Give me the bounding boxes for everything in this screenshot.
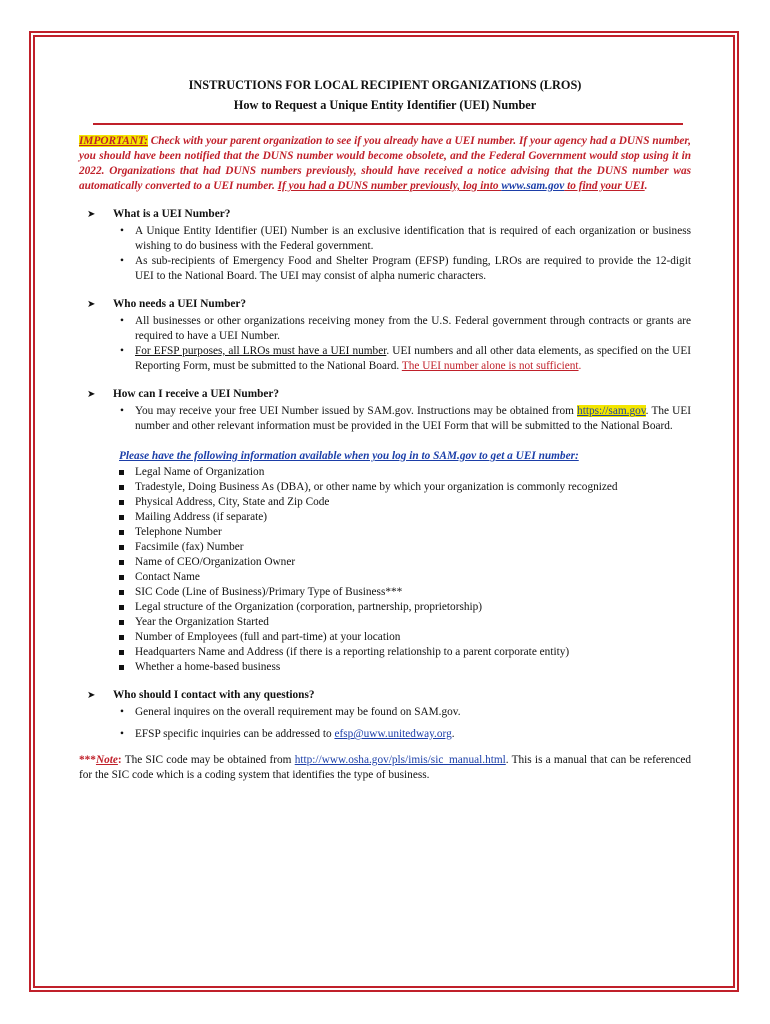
list-item: • A Unique Entity Identifier (UEI) Number is an exclusive identification that is required of each organization or business wishing to do business with the Federal government.	[135, 224, 691, 254]
section-how	[79, 387, 691, 675]
sic-manual-link[interactable]: http://www.osha.gov/pls/imis/sic_manual.html	[294, 754, 506, 766]
please-have-heading: Please have the following information available when you log in to SAM.gov to get a UEI number:	[119, 450, 579, 462]
list-item-end: .	[578, 360, 582, 372]
requirement-item: Whether a home-based business	[135, 660, 691, 675]
section-heading-text: What is a UEI Number?	[113, 208, 231, 220]
requirement-item: Legal structure of the Organization (corporation, partnership, proprietorship)	[135, 600, 691, 615]
note-end: . This is a manual that can be referenced for the SIC code which is a coding system that identifies the type of business.	[79, 754, 691, 781]
list-item: • General inquires on the overall requirement may be found on SAM.gov.	[135, 705, 691, 720]
requirement-item: Mailing Address (if separate)	[135, 510, 691, 525]
warning-text: The UEI number alone is not sufficient	[401, 360, 579, 372]
requirement-item: Headquarters Name and Address (if there is a reporting relationship to a parent corporate entity)	[135, 645, 691, 660]
list-item: • All businesses or other organizations receiving money from the U.S. Federal government through contracts or grants are required to have a UEI Number.	[135, 314, 691, 344]
arrow-bullet-icon: ➤	[87, 209, 96, 220]
list-item-text: . UEI numbers and all other data elements, as specified on the UEI Reporting Form, must be submitted to the National Board.	[135, 345, 691, 372]
note-stars: ***	[79, 754, 96, 766]
note-text: The SIC code may be obtained from	[121, 754, 295, 766]
requirements-list	[79, 465, 691, 675]
important-text: Check with your parent organization to see if you already have a UEI number. If your agency had a DUNS number, you should have been notified that the DUNS number would become obsolete, and the Federal Government would stop using it in 2022. Organizations that had DUNS numbers previously, should have received a notice advising that the DUNS number was automatically converted to a UEI number.	[79, 135, 691, 192]
efsp-requirement-text: For EFSP purposes, all LROs must have a UEI number	[135, 345, 387, 357]
bullet-list	[79, 404, 691, 434]
list-item-end: .	[451, 728, 455, 740]
list-item	[135, 404, 691, 434]
sam-gov-link[interactable]: www.sam.gov	[501, 180, 565, 192]
section-heading	[79, 297, 691, 312]
important-label: IMPORTANT:	[79, 135, 148, 147]
document-subtitle: How to Request a Unique Entity Identifier (UEI) Number	[233, 98, 537, 112]
section-heading-text: Who should I contact with any questions?	[113, 689, 315, 701]
section-contact	[79, 688, 691, 742]
requirement-item: Contact Name	[135, 570, 691, 585]
requirement-item: Number of Employees (full and part-time) at your location	[135, 630, 691, 645]
requirement-item: Legal Name of Organization	[135, 465, 691, 480]
important-end: .	[644, 180, 648, 192]
sam-gov-link-https[interactable]: https://sam.gov	[577, 405, 646, 417]
document-title: INSTRUCTIONS FOR LOCAL RECIPIENT ORGANIZATIONS (LROS)	[188, 78, 582, 92]
important-underlined-end: to find your UEI	[564, 180, 645, 192]
list-item	[135, 344, 691, 374]
arrow-bullet-icon: ➤	[87, 690, 96, 701]
arrow-bullet-icon: ➤	[87, 299, 96, 310]
requirement-item: Facsimile (fax) Number	[135, 540, 691, 555]
important-underlined-start: If you had a DUNS number previously, log into	[277, 180, 502, 192]
section-heading	[79, 207, 691, 222]
arrow-bullet-icon: ➤	[87, 389, 96, 400]
requirement-item: Telephone Number	[135, 525, 691, 540]
document-page	[79, 76, 691, 783]
section-heading	[79, 688, 691, 703]
requirement-item: Year the Organization Started	[135, 615, 691, 630]
requirement-item: Name of CEO/Organization Owner	[135, 555, 691, 570]
section-what	[79, 207, 691, 284]
footnote	[79, 753, 691, 783]
list-item-end: . The UEI number and other relevant information must be provided in the UEI Form that will be submitted to the National Board.	[135, 405, 691, 432]
note-label: Note	[95, 754, 118, 766]
list-item-text: You may receive your free UEI Number issued by SAM.gov. Instructions may be obtained from	[135, 405, 578, 417]
list-item: • As sub-recipients of Emergency Food and Shelter Program (EFSP) funding, LROs are required to provide the 12-digit UEI to the National Board. The UEI may consist of alpha numeric characters.	[135, 254, 691, 284]
list-item	[135, 727, 691, 742]
section-heading-text: Who needs a UEI Number?	[113, 298, 247, 310]
section-heading-text: How can I receive a UEI Number?	[113, 388, 280, 400]
important-notice	[79, 134, 691, 194]
bullet-list	[79, 705, 691, 742]
section-heading	[79, 387, 691, 402]
title-divider	[93, 123, 683, 125]
requirement-item: Tradestyle, Doing Business As (DBA), or other name by which your organization is commonly recognized	[135, 480, 691, 495]
bullet-list	[79, 314, 691, 374]
section-who	[79, 297, 691, 374]
requirement-item: Physical Address, City, State and Zip Code	[135, 495, 691, 510]
note-colon: :	[117, 754, 122, 766]
bullet-list	[79, 224, 691, 284]
requirement-item: SIC Code (Line of Business)/Primary Type of Business***	[135, 585, 691, 600]
list-item-text: EFSP specific inquiries can be addressed to	[135, 728, 335, 740]
efsp-email-link[interactable]: efsp@uww.unitedway.org	[334, 728, 452, 740]
